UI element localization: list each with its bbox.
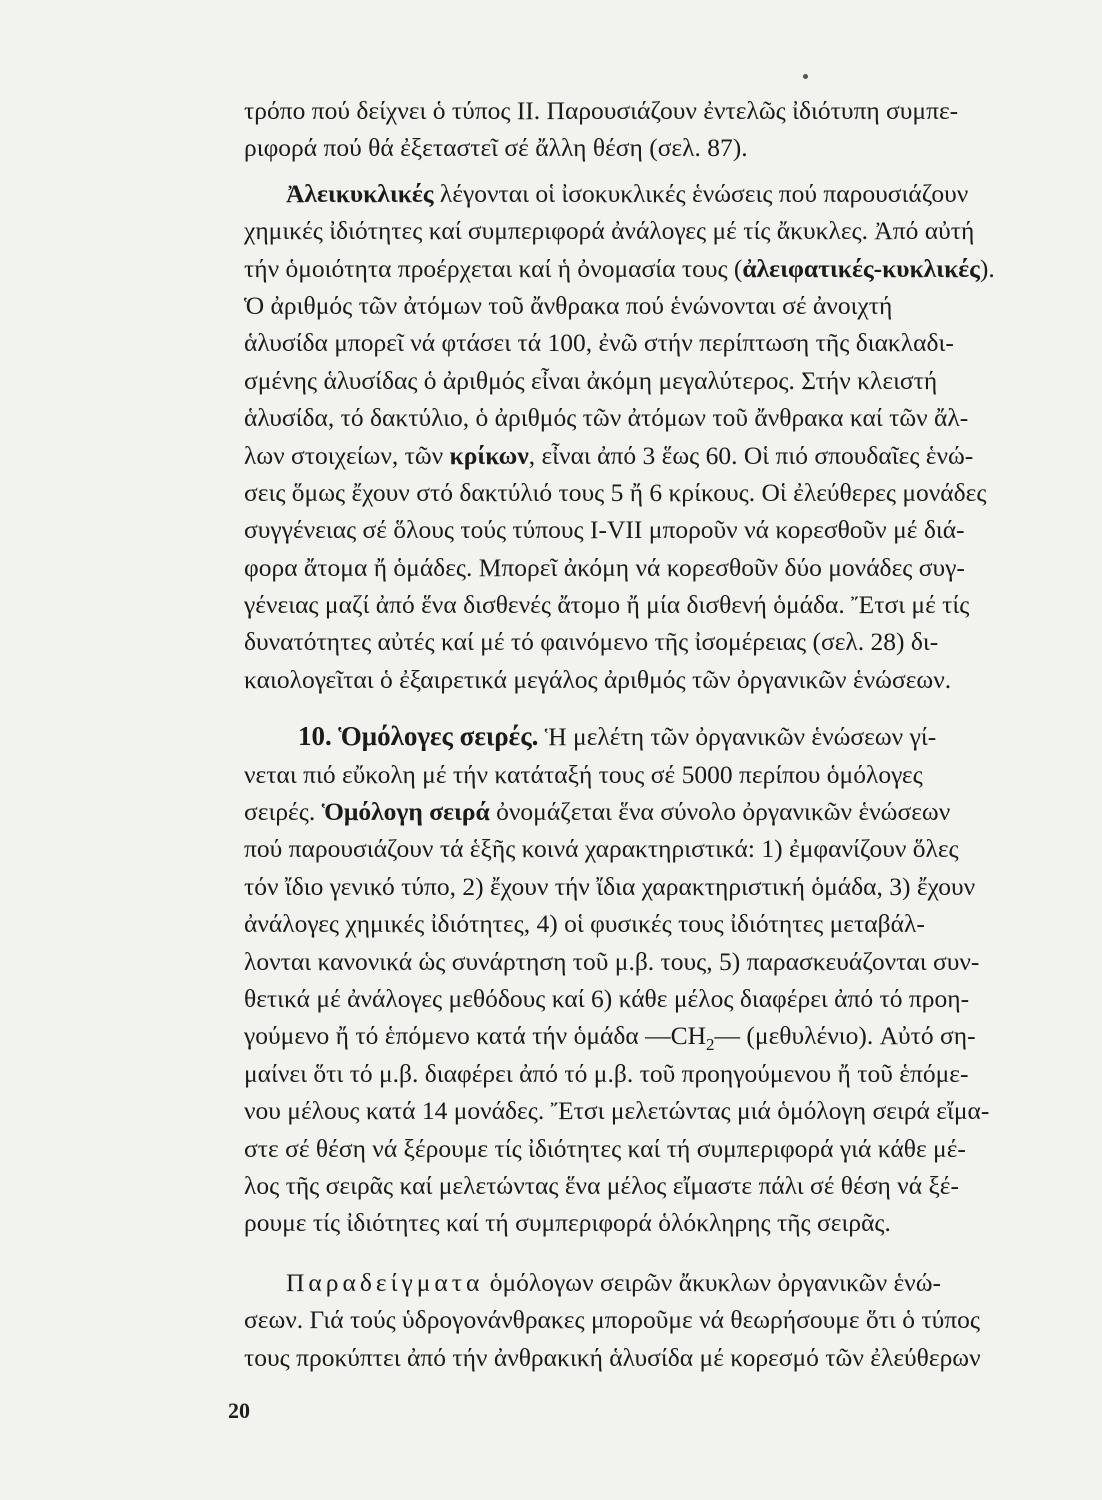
page-body bbox=[244, 92, 1102, 1376]
ink-dot bbox=[803, 74, 808, 79]
term-rings: κρίκων bbox=[449, 440, 529, 470]
term-alicyclic: Ἀλεικυκλικές bbox=[286, 178, 434, 208]
text-line: τόν ἴδιο γενικό τύπο, 2) ἔχουν τήν ἴδια χαρακτηριστική ὁμάδα, 3) ἔχουν bbox=[244, 871, 976, 901]
paragraph-alicyclic bbox=[244, 175, 1102, 698]
paragraph-examples bbox=[244, 1264, 1102, 1376]
text-line: γένειας μαζί ἀπό ἕνα δισθενές ἄτομο ἤ μία δισθενή ὁμάδα. Ἔτσι μέ τίς bbox=[244, 590, 970, 620]
text-line: μαίνει ὅτι τό μ.β. διαφέρει ἀπό τό μ.β. τοῦ προηγούμενου ἤ τοῦ ἑπόμε- bbox=[244, 1058, 969, 1088]
text-line: γούμενο ἤ τό ἑπόμενο κατά τήν ὁμάδα $—CH_2—$ (μεθυλένιο). Αὐτό ση- bbox=[244, 1021, 976, 1055]
text-line: νεται πιό εὔκολη μέ τήν κατάταξή τους σέ 5000 περίπου ὁμόλογες bbox=[244, 759, 923, 789]
text-line: συγγένειας σέ ὅλους τούς τύπους Ι-VII μποροῦν νά κορεσθοῦν μέ διά- bbox=[244, 515, 965, 545]
section-title: Ὁμόλογες σειρές. bbox=[338, 721, 539, 752]
text-line: σειρές. Ὁμόλογη σειρά ὀνομάζεται ἕνα σύνολο ὀργανικῶν ἑνώσεων bbox=[244, 797, 951, 827]
text-line: τους προκύπτει ἀπό τήν ἀνθρακική ἁλυσίδα μέ κορεσμό τῶν ἐλεύθερων bbox=[244, 1342, 981, 1372]
text-line: ἁλυσίδα μπορεῖ νά φτάσει τά 100, ἐνῶ στήν περίπτωση τῆς διακλαδι- bbox=[244, 328, 954, 358]
text-line: ριφορά πού θά ἐξεταστεῖ σέ ἄλλη θέση (σελ. 87). bbox=[244, 133, 748, 163]
text-line: ρουμε τίς ἰδιότητες καί τή συμπεριφορά ὁλόκληρης τῆς σειρᾶς. bbox=[244, 1208, 891, 1238]
section-number: 10. bbox=[298, 721, 332, 752]
text-line: Παραδείγματα ὁμόλογων σειρῶν ἄκυκλων ὀργανικῶν ἑνώ- bbox=[286, 1267, 941, 1297]
text-line: νου μέλους κατά 14 μονάδες. Ἔτσι μελετώντας μιά ὁμόλογη σειρά εἴμα- bbox=[244, 1096, 990, 1126]
text-line: τήν ὁμοιότητα προέρχεται καί ἡ ὀνομασία τους (ἀλειφατικές-κυκλικές). bbox=[244, 253, 995, 283]
spaced-term-examples: Παραδείγματα bbox=[286, 1267, 484, 1297]
text-line: ἀνάλογες χημικές ἰδιότητες, 4) οἱ φυσικές τους ἰδιότητες μεταβάλ- bbox=[244, 909, 925, 939]
subscript-two: 2 bbox=[706, 1035, 715, 1055]
text-line: λων στοιχείων, τῶν κρίκων, εἶναι ἀπό 3 ἕως 60. Οἱ πιό σπουδαῖες ἑνώ- bbox=[244, 440, 974, 470]
text-line: θετικά μέ ἀνάλογες μεθόδους καί 6) κάθε μέλος διαφέρει ἀπό τό προη- bbox=[244, 983, 970, 1013]
text-line: Ἀλεικυκλικές λέγονται οἱ ἰσοκυκλικές ἑνώσεις πού παρουσιάζουν bbox=[286, 178, 969, 208]
text-line: καιολογεῖται ὁ ἐξαιρετικά μεγάλος ἀριθμός τῶν ὀργανικῶν ἑνώσεων. bbox=[244, 664, 952, 694]
text-line: λονται κανονικά ὡς συνάρτηση τοῦ μ.β. τους, 5) παρασκευάζονται συν- bbox=[244, 946, 980, 976]
paragraph-continuation bbox=[244, 92, 1102, 167]
text-line: σμένης ἁλυσίδας ὁ ἀριθμός εἶναι ἀκόμη μεγαλύτερος. Στήν κλειστή bbox=[244, 365, 938, 395]
text-line: φορα ἄτομα ἤ ὁμάδες. Μπορεῖ ἀκόμη νά κορεσθοῦν δύο μονάδες συγ- bbox=[244, 552, 965, 582]
page-number: 20 bbox=[228, 1398, 250, 1423]
text-line: χημικές ἰδιότητες καί συμπεριφορά ἀνάλογες μέ τίς ἄκυκλες. Ἀπό αὐτή bbox=[244, 216, 975, 246]
text-line: στε σέ θέση νά ξέρουμε τίς ἰδιότητες καί τή συμπεριφορά γιά κάθε μέ- bbox=[244, 1133, 966, 1163]
section-homologous-series bbox=[244, 718, 1102, 1241]
text-line: πού παρουσιάζουν τά ἑξῆς κοινά χαρακτηριστικά: 1) ἐμφανίζουν ὅλες bbox=[244, 834, 959, 864]
text-line: Ὁ ἀριθμός τῶν ἀτόμων τοῦ ἄνθρακα πού ἑνώνονται σέ ἀνοιχτή bbox=[244, 290, 893, 320]
term-aliphatic-cyclic: ἀλειφατικές-κυκλικές bbox=[742, 253, 980, 283]
section-heading-line: 10. Ὁμόλογες σειρές. Ἡ μελέτη τῶν ὀργανικῶν ἑνώσεων γί- bbox=[298, 721, 937, 752]
text-line: τρόπο πού δείχνει ὁ τύπος ΙΙ. Παρουσιάζουν ἐντελῶς ἰδιότυπη συμπε- bbox=[244, 96, 959, 125]
text-line: ἁλυσίδα, τό δακτύλιο, ὁ ἀριθμός τῶν ἀτόμων τοῦ ἄνθρακα καί τῶν ἄλ- bbox=[244, 403, 969, 433]
text-line: δυνατότητες αὐτές καί μέ τό φαινόμενο τῆς ἰσομέρειας (σελ. 28) δι- bbox=[244, 627, 939, 657]
term-homologous-series: Ὁμόλογη σειρά bbox=[321, 797, 490, 827]
text-line: σεις ὅμως ἔχουν στό δακτύλιό τους 5 ἤ 6 κρίκους. Οἱ ἐλεύθερες μονάδες bbox=[244, 477, 987, 507]
text-line: λος τῆς σειρᾶς καί μελετώντας ἕνα μέλος εἴμαστε πάλι σέ θέση νά ξέ- bbox=[244, 1170, 960, 1200]
text-line: σεων. Γιά τούς ὑδρογονάνθρακες μποροῦμε νά θεωρήσουμε ὅτι ὁ τύπος bbox=[244, 1305, 980, 1335]
